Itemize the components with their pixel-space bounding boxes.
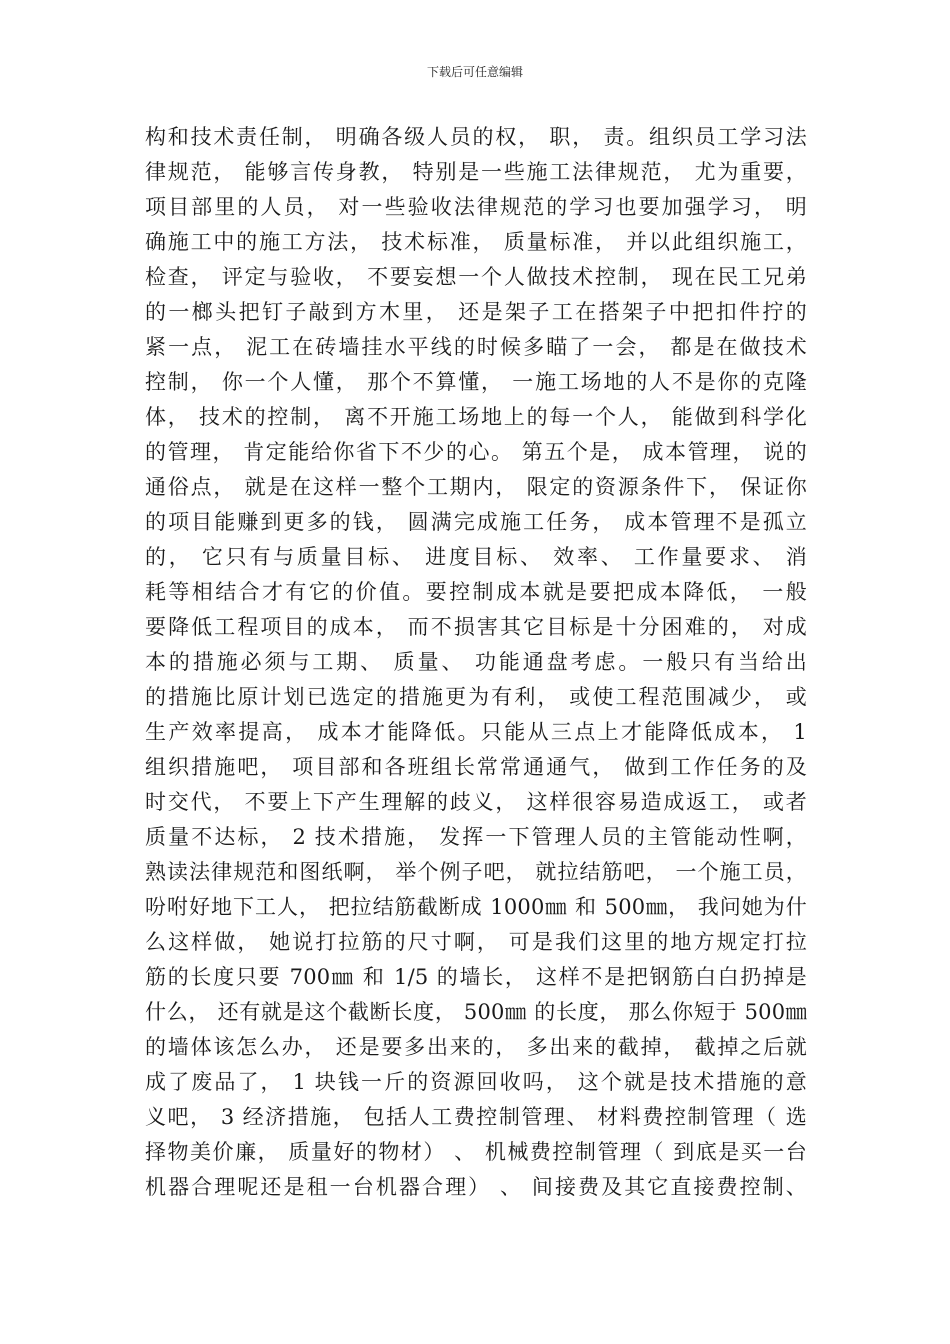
- text-line: 质量不达标， 2 技术措施， 发挥一下管理人员的主管能动性啊，: [145, 825, 807, 849]
- text-line: 什么， 还有就是这个截断长度， 500㎜ 的长度， 那么你短于 500㎜: [145, 1000, 807, 1024]
- text-line: 组织措施吧， 项目部和各班组长常常通通气， 做到工作任务的及: [145, 755, 807, 779]
- text-line: 的管理， 肯定能给你省下不少的心。 第五个是， 成本管理， 说的: [145, 440, 807, 464]
- text-line: 熟读法律规范和图纸啊， 举个例子吧， 就拉结筋吧， 一个施工员，: [145, 860, 807, 884]
- text-line: 生产效率提高， 成本才能降低。只能从三点上才能降低成本， 1: [145, 720, 807, 744]
- text-line: 的措施比原计划已选定的措施更为有利， 或使工程范围减少， 或: [145, 685, 807, 709]
- text-line: 本的措施必须与工期、 质量、 功能通盘考虑。一般只有当给出: [145, 650, 807, 674]
- text-line: 时交代， 不要上下产生理解的歧义， 这样很容易造成返工， 或者: [145, 790, 807, 814]
- text-line: 义吧， 3 经济措施， 包括人工费控制管理、 材料费控制管理（ 选: [145, 1105, 807, 1129]
- text-line: 的一榔头把钉子敲到方木里， 还是架子工在搭架子中把扣件拧的: [145, 300, 807, 324]
- text-line: 筋的长度只要 700㎜ 和 1/5 的墙长， 这样不是把钢筋白白扔掉是: [145, 965, 807, 989]
- text-line: 体， 技术的控制， 离不开施工场地上的每一个人， 能做到科学化: [145, 405, 807, 429]
- text-line: 律规范， 能够言传身教， 特别是一些施工法律规范， 尤为重要，: [145, 160, 807, 184]
- text-line: 构和技术责任制， 明确各级人员的权， 职， 责。组织员工学习法: [145, 125, 807, 149]
- text-line: 紧一点， 泥工在砖墙挂水平线的时候多瞄了一会， 都是在做技术: [145, 335, 807, 359]
- text-line: 么这样做， 她说打拉筋的尺寸啊， 可是我们这里的地方规定打拉: [145, 930, 807, 954]
- text-line: 吩咐好地下工人， 把拉结筋截断成 1000㎜ 和 500㎜， 我问她为什: [145, 895, 807, 919]
- text-line: 机器合理呢还是租一台机器合理） 、 间接费及其它直接费控制、: [145, 1175, 807, 1199]
- text-line: 的墙体该怎么办， 还是要多出来的， 多出来的截掉， 截掉之后就: [145, 1035, 807, 1059]
- text-line: 择物美价廉， 质量好的物材） 、 机械费控制管理（ 到底是买一台: [145, 1140, 807, 1164]
- page-header: 下载后可任意编辑: [426, 65, 523, 79]
- document-body: [145, 120, 807, 1205]
- text-line: 检查， 评定与验收， 不要妄想一个人做技术控制， 现在民工兄弟: [145, 265, 807, 289]
- text-line: 的项目能赚到更多的钱， 圆满完成施工任务， 成本管理不是孤立: [145, 510, 807, 534]
- text-line: 成了废品了， 1 块钱一斤的资源回收吗， 这个就是技术措施的意: [145, 1070, 807, 1094]
- text-line: 确施工中的施工方法， 技术标准， 质量标准， 并以此组织施工，: [145, 230, 807, 254]
- text-line: 项目部里的人员， 对一些验收法律规范的学习也要加强学习， 明: [145, 195, 807, 219]
- text-line: 通俗点， 就是在这样一整个工期内， 限定的资源条件下， 保证你: [145, 475, 807, 499]
- text-line: 耗等相结合才有它的价值。要控制成本就是要把成本降低， 一般: [145, 580, 807, 604]
- text-line: 的， 它只有与质量目标、 进度目标、 效率、 工作量要求、 消: [145, 545, 807, 569]
- text-line: 要降低工程项目的成本， 而不损害其它目标是十分困难的， 对成: [145, 615, 807, 639]
- text-line: 控制， 你一个人懂， 那个不算懂， 一施工场地的人不是你的克隆: [145, 370, 807, 394]
